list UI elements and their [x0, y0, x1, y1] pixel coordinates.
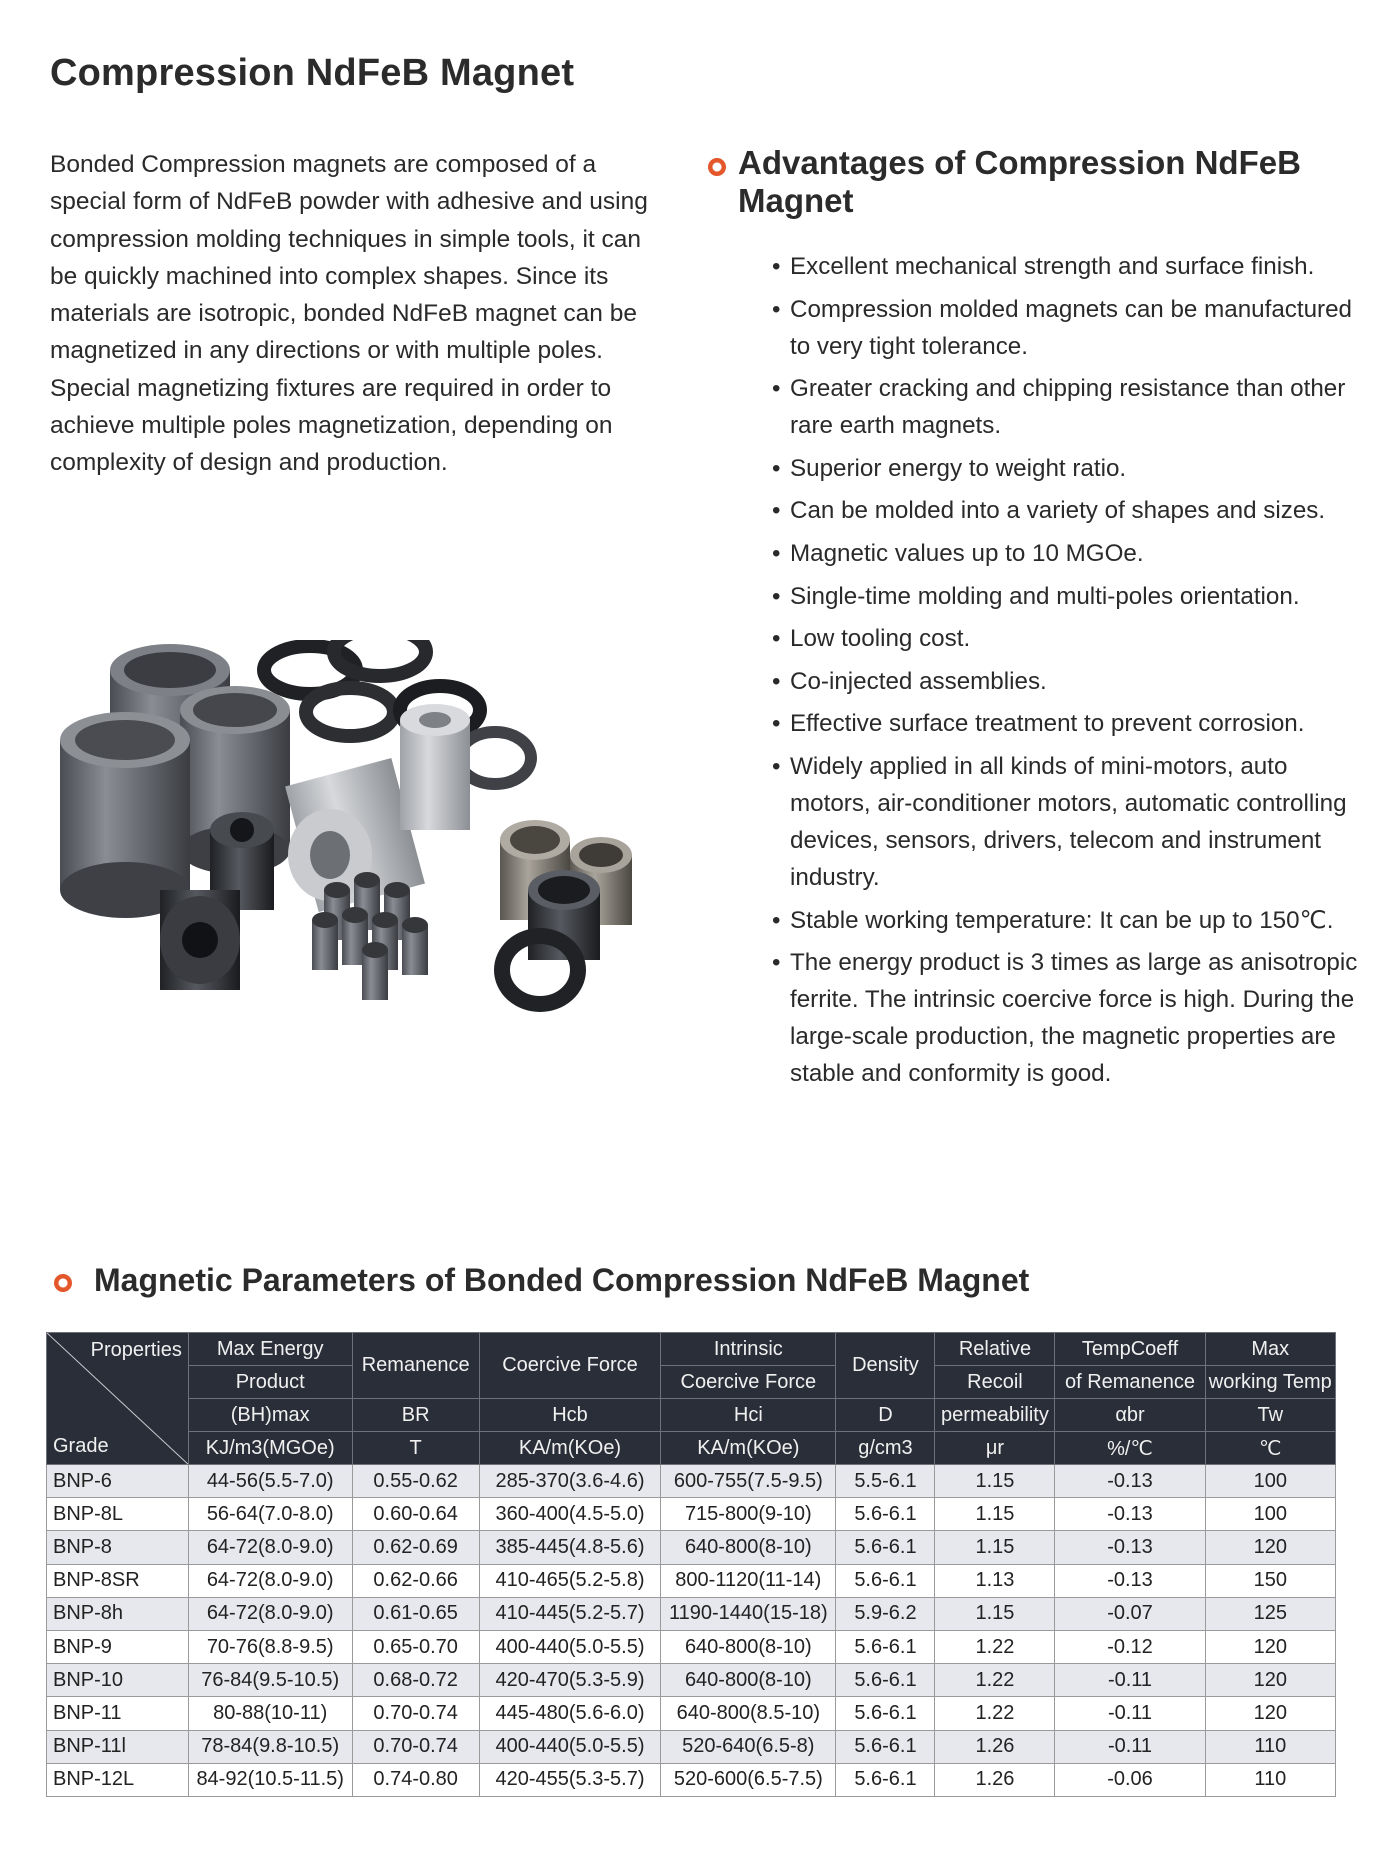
advantage-item: • Superior energy to weight ratio. — [772, 450, 1372, 487]
header-intrinsic: Hci — [661, 1399, 836, 1432]
intrinsic-cell: 640-800(8-10) — [661, 1630, 836, 1663]
header-intrinsic: KA/m(KOe) — [661, 1432, 836, 1465]
tempcoeff-cell: -0.06 — [1055, 1763, 1205, 1796]
coercive-cell: 410-465(5.2-5.8) — [479, 1564, 660, 1597]
recoil-cell: 1.26 — [935, 1730, 1055, 1763]
header-tempcoeff: TempCoeff — [1055, 1333, 1205, 1366]
maxtemp-cell: 125 — [1205, 1597, 1335, 1630]
energy-cell: 64-72(8.0-9.0) — [188, 1531, 352, 1564]
corner-grade-label: Grade — [53, 1435, 109, 1457]
header-recoil: permeability — [935, 1399, 1055, 1432]
recoil-cell: 1.22 — [935, 1697, 1055, 1730]
coercive-cell: 400-440(5.0-5.5) — [479, 1630, 660, 1663]
density-cell: 5.6-6.1 — [836, 1763, 935, 1796]
header-tempcoeff: of Remanence — [1055, 1366, 1205, 1399]
magnets-photo — [50, 640, 710, 1110]
header-coercive: Coercive Force — [479, 1333, 660, 1399]
tempcoeff-cell: -0.11 — [1055, 1730, 1205, 1763]
header-energy: (BH)max — [188, 1399, 352, 1432]
density-cell: 5.6-6.1 — [836, 1498, 935, 1531]
table-row — [47, 1630, 1336, 1663]
heading-bullet-icon — [54, 1274, 72, 1292]
header-energy: Max Energy — [188, 1333, 352, 1366]
maxtemp-cell: 120 — [1205, 1697, 1335, 1730]
energy-cell: 44-56(5.5-7.0) — [188, 1465, 352, 1498]
remanence-cell: 0.70-0.74 — [352, 1730, 479, 1763]
tempcoeff-cell: -0.13 — [1055, 1564, 1205, 1597]
maxtemp-cell: 120 — [1205, 1664, 1335, 1697]
tempcoeff-cell: -0.11 — [1055, 1664, 1205, 1697]
maxtemp-cell: 110 — [1205, 1763, 1335, 1796]
intrinsic-cell: 640-800(8.5-10) — [661, 1697, 836, 1730]
energy-cell: 78-84(9.8-10.5) — [188, 1730, 352, 1763]
intrinsic-cell: 800-1120(11-14) — [661, 1564, 836, 1597]
remanence-cell: 0.68-0.72 — [352, 1664, 479, 1697]
parameters-table — [46, 1332, 1336, 1797]
table-row — [47, 1498, 1336, 1531]
grade-cell: BNP-8SR — [47, 1564, 189, 1597]
grade-cell: BNP-8 — [47, 1531, 189, 1564]
grade-cell: BNP-9 — [47, 1630, 189, 1663]
recoil-cell: 1.15 — [935, 1498, 1055, 1531]
header-coercive: Hcb — [479, 1399, 660, 1432]
heading-bullet-icon — [708, 158, 726, 176]
grade-cell: BNP-12L — [47, 1763, 189, 1796]
energy-cell: 64-72(8.0-9.0) — [188, 1597, 352, 1630]
remanence-cell: 0.62-0.69 — [352, 1531, 479, 1564]
corner-properties-label: Properties — [90, 1339, 182, 1361]
corner-header-cell — [47, 1333, 189, 1465]
recoil-cell: 1.15 — [935, 1597, 1055, 1630]
advantages-heading-text: Advantages of Compression NdFeB Magnet — [738, 144, 1301, 219]
table-row — [47, 1664, 1336, 1697]
table-row — [47, 1564, 1336, 1597]
maxtemp-cell: 120 — [1205, 1531, 1335, 1564]
remanence-cell: 0.65-0.70 — [352, 1630, 479, 1663]
header-remanence: T — [352, 1432, 479, 1465]
remanence-cell: 0.60-0.64 — [352, 1498, 479, 1531]
density-cell: 5.9-6.2 — [836, 1597, 935, 1630]
header-energy: KJ/m3(MGOe) — [188, 1432, 352, 1465]
coercive-cell: 410-445(5.2-5.7) — [479, 1597, 660, 1630]
grade-cell: BNP-11l — [47, 1730, 189, 1763]
header-intrinsic: Coercive Force — [661, 1366, 836, 1399]
header-intrinsic: Intrinsic — [661, 1333, 836, 1366]
maxtemp-cell: 110 — [1205, 1730, 1335, 1763]
header-maxtemp: Tw — [1205, 1399, 1335, 1432]
energy-cell: 80-88(10-11) — [188, 1697, 352, 1730]
intrinsic-cell: 1190-1440(15-18) — [661, 1597, 836, 1630]
intrinsic-cell: 715-800(9-10) — [661, 1498, 836, 1531]
advantage-item: • Effective surface treatment to prevent corrosion. — [772, 705, 1372, 742]
recoil-cell: 1.26 — [935, 1763, 1055, 1796]
dark-ring-group — [264, 640, 531, 784]
advantage-item: • Widely applied in all kinds of mini-motors, auto motors, air-conditioner motors, automatic controlling devices, sensors, drivers, telecom and instrument industry. — [772, 748, 1372, 896]
header-maxtemp: working Temp — [1205, 1366, 1335, 1399]
recoil-cell: 1.22 — [935, 1630, 1055, 1663]
energy-cell: 84-92(10.5-11.5) — [188, 1763, 352, 1796]
header-recoil: Relative — [935, 1333, 1055, 1366]
tempcoeff-cell: -0.13 — [1055, 1531, 1205, 1564]
table-row — [47, 1730, 1336, 1763]
header-coercive: KA/m(KOe) — [479, 1432, 660, 1465]
coercive-cell: 360-400(4.5-5.0) — [479, 1498, 660, 1531]
header-density: D — [836, 1399, 935, 1432]
recoil-cell: 1.13 — [935, 1564, 1055, 1597]
maxtemp-cell: 100 — [1205, 1498, 1335, 1531]
header-maxtemp: ℃ — [1205, 1432, 1335, 1465]
tempcoeff-cell: -0.13 — [1055, 1498, 1205, 1531]
density-cell: 5.6-6.1 — [836, 1630, 935, 1663]
density-cell: 5.6-6.1 — [836, 1730, 935, 1763]
grade-cell: BNP-6 — [47, 1465, 189, 1498]
energy-cell: 64-72(8.0-9.0) — [188, 1564, 352, 1597]
tempcoeff-cell: -0.13 — [1055, 1465, 1205, 1498]
grade-cell: BNP-8h — [47, 1597, 189, 1630]
advantage-item: • Low tooling cost. — [772, 620, 1372, 657]
density-cell: 5.5-6.1 — [836, 1465, 935, 1498]
table-row — [47, 1465, 1336, 1498]
advantage-item: • Co-injected assemblies. — [772, 663, 1372, 700]
density-cell: 5.6-6.1 — [836, 1664, 935, 1697]
density-cell: 5.6-6.1 — [836, 1564, 935, 1597]
maxtemp-cell: 100 — [1205, 1465, 1335, 1498]
coercive-cell: 420-455(5.3-5.7) — [479, 1763, 660, 1796]
density-cell: 5.6-6.1 — [836, 1697, 935, 1730]
intrinsic-cell: 520-600(6.5-7.5) — [661, 1763, 836, 1796]
advantages-list — [772, 248, 1372, 1098]
energy-cell: 56-64(7.0-8.0) — [188, 1498, 352, 1531]
header-recoil: μr — [935, 1432, 1055, 1465]
advantage-item: • Greater cracking and chipping resistance than other rare earth magnets. — [772, 370, 1372, 444]
tempcoeff-cell: -0.07 — [1055, 1597, 1205, 1630]
table-row — [47, 1697, 1336, 1730]
table-heading — [94, 1262, 1029, 1299]
header-energy: Product — [188, 1366, 352, 1399]
header-recoil: Recoil — [935, 1366, 1055, 1399]
table-body — [47, 1465, 1336, 1797]
coercive-cell: 285-370(3.6-4.6) — [479, 1465, 660, 1498]
header-tempcoeff: %/℃ — [1055, 1432, 1205, 1465]
intrinsic-cell: 640-800(8-10) — [661, 1664, 836, 1697]
advantage-item: • Excellent mechanical strength and surface finish. — [772, 248, 1372, 285]
tempcoeff-cell: -0.12 — [1055, 1630, 1205, 1663]
remanence-cell: 0.70-0.74 — [352, 1697, 479, 1730]
grade-cell: BNP-11 — [47, 1697, 189, 1730]
advantage-item: • The energy product is 3 times as large as anisotropic ferrite. The intrinsic coercive force is high. During the large-scale production, the magnetic properties are stable and conformity is good. — [772, 944, 1372, 1092]
table-row — [47, 1763, 1336, 1796]
energy-cell: 70-76(8.8-9.5) — [188, 1630, 352, 1663]
remanence-cell: 0.61-0.65 — [352, 1597, 479, 1630]
advantage-item: • Stable working temperature: It can be up to 150℃. — [772, 902, 1372, 939]
header-maxtemp: Max — [1205, 1333, 1335, 1366]
intro-paragraph: Bonded Compression magnets are composed of a special form of NdFeB powder with adhesive and using compression molding techniques in simple tools, it can be quickly machined into complex shapes. Since its materials are isotropic, bonded NdFeB magnet can be magnetized in any directions or with multiple poles. Special magnetizing fixtures are required in order to achieve multiple poles magnetization, depending on complexity of design and production. — [50, 151, 648, 477]
intrinsic-cell: 520-640(6.5-8) — [661, 1730, 836, 1763]
advantage-item: • Can be molded into a variety of shapes and sizes. — [772, 492, 1372, 529]
grade-cell: BNP-10 — [47, 1664, 189, 1697]
header-remanence: Remanence — [352, 1333, 479, 1399]
density-cell: 5.6-6.1 — [836, 1531, 935, 1564]
advantage-item: • Magnetic values up to 10 MGOe. — [772, 535, 1372, 572]
header-tempcoeff: αbr — [1055, 1399, 1205, 1432]
advantage-item: • Single-time molding and multi-poles orientation. — [772, 578, 1372, 615]
coercive-cell: 400-440(5.0-5.5) — [479, 1730, 660, 1763]
table-row — [47, 1531, 1336, 1564]
remanence-cell: 0.74-0.80 — [352, 1763, 479, 1796]
advantages-heading — [738, 144, 1338, 220]
advantage-item: • Compression molded magnets can be manufactured to very tight tolerance. — [772, 291, 1372, 365]
tempcoeff-cell: -0.11 — [1055, 1697, 1205, 1730]
coercive-cell: 445-480(5.6-6.0) — [479, 1697, 660, 1730]
coercive-cell: 385-445(4.8-5.6) — [479, 1531, 660, 1564]
coercive-cell: 420-470(5.3-5.9) — [479, 1664, 660, 1697]
recoil-cell: 1.15 — [935, 1531, 1055, 1564]
maxtemp-cell: 120 — [1205, 1630, 1335, 1663]
remanence-cell: 0.55-0.62 — [352, 1465, 479, 1498]
page-title: Compression NdFeB Magnet — [50, 52, 575, 94]
grade-cell: BNP-8L — [47, 1498, 189, 1531]
recoil-cell: 1.15 — [935, 1465, 1055, 1498]
header-remanence: BR — [352, 1399, 479, 1432]
intrinsic-cell: 640-800(8-10) — [661, 1531, 836, 1564]
table-row — [47, 1597, 1336, 1630]
energy-cell: 76-84(9.5-10.5) — [188, 1664, 352, 1697]
remanence-cell: 0.62-0.66 — [352, 1564, 479, 1597]
header-density: g/cm3 — [836, 1432, 935, 1465]
header-density: Density — [836, 1333, 935, 1399]
recoil-cell: 1.22 — [935, 1664, 1055, 1697]
intrinsic-cell: 600-755(7.5-9.5) — [661, 1465, 836, 1498]
table-heading-text: Magnetic Parameters of Bonded Compression NdFeB Magnet — [94, 1262, 1030, 1298]
maxtemp-cell: 150 — [1205, 1564, 1335, 1597]
small-tube-cluster — [312, 872, 428, 1000]
